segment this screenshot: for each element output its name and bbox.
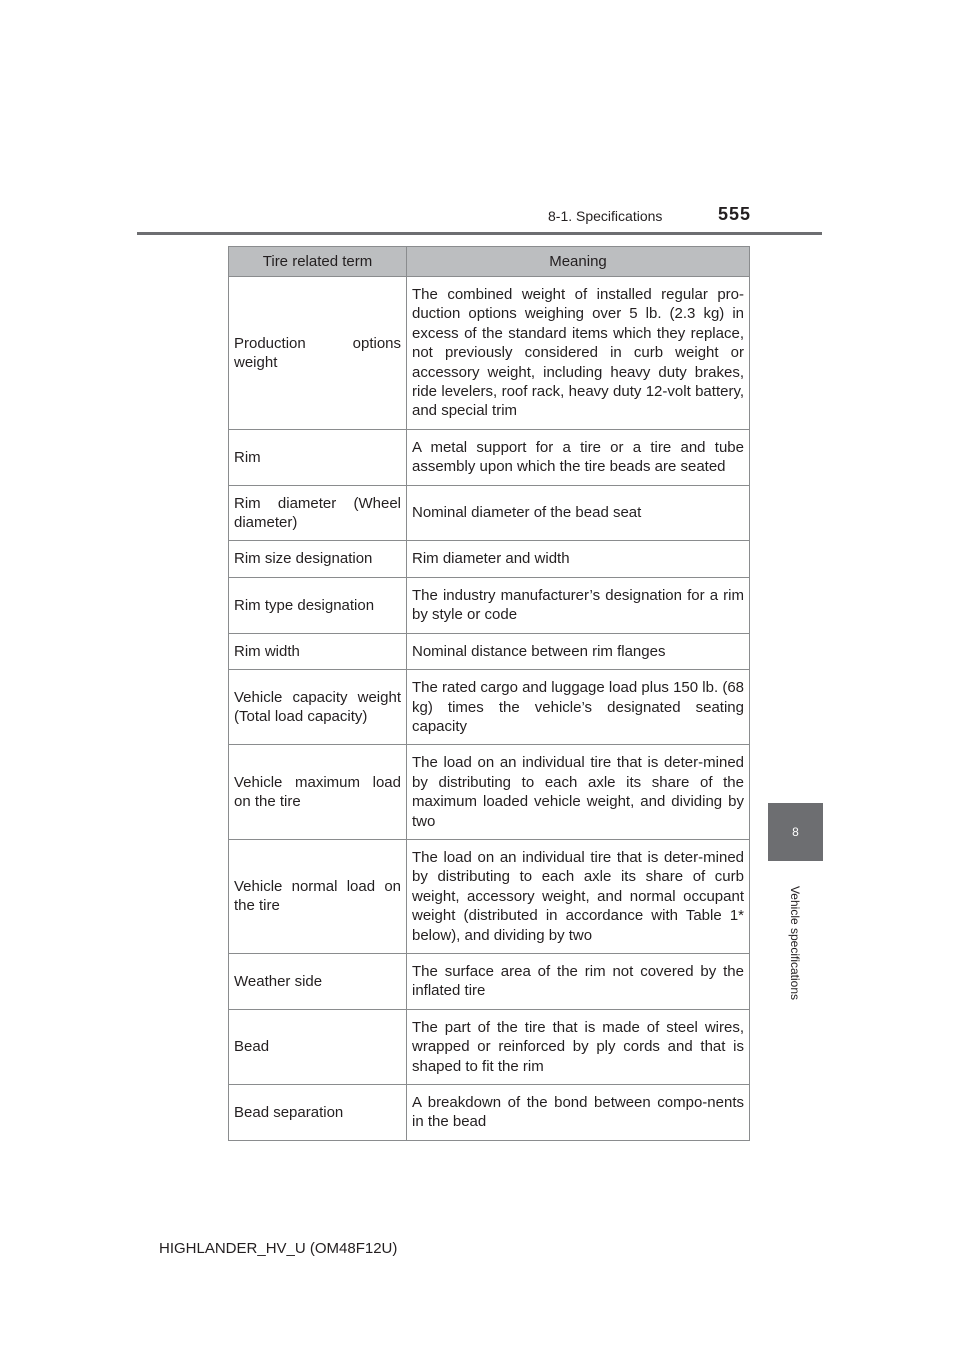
meaning-cell: The rated cargo and luggage load plus 150 lb. (68 kg) times the vehicle’s designated seating capacity bbox=[407, 670, 750, 745]
table-row bbox=[229, 745, 750, 840]
meaning-cell: Nominal distance between rim flanges bbox=[407, 633, 750, 669]
term-cell: Bead separation bbox=[229, 1085, 407, 1141]
table-row bbox=[229, 839, 750, 953]
meaning-cell: The combined weight of installed regular pro-duction options weighing over 5 lb. (2.3 kg) in excess of the standard items which they replace, not previously considered in curb weight or accessory weight, including heavy duty brakes, ride levelers, roof rack, heavy duty 12-volt battery, and special trim bbox=[407, 277, 750, 430]
table-header-row bbox=[229, 247, 750, 277]
page-number: 555 bbox=[718, 204, 752, 224]
term-cell: Vehicle normal load on the tire bbox=[229, 839, 407, 953]
meaning-cell: The load on an individual tire that is deter-mined by distributing to each axle its share of curb weight, accessory weight, and normal occupant weight (distributed in accordance with Table 1* below), and dividing by two bbox=[407, 839, 750, 953]
term-cell: Weather side bbox=[229, 953, 407, 1009]
chapter-title-vertical bbox=[782, 868, 808, 1018]
chapter-tab[interactable] bbox=[768, 803, 823, 861]
term-cell: Rim diameter (Wheel diameter) bbox=[229, 485, 407, 541]
table-row bbox=[229, 277, 750, 430]
chapter-number: 8 bbox=[792, 825, 799, 839]
table-row bbox=[229, 670, 750, 745]
term-cell: Rim width bbox=[229, 633, 407, 669]
chapter-title: Vehicle specifications bbox=[788, 885, 803, 1001]
table-row bbox=[229, 429, 750, 485]
term-cell: Vehicle maximum load on the tire bbox=[229, 745, 407, 840]
meaning-cell: Rim diameter and width bbox=[407, 541, 750, 577]
table-row bbox=[229, 541, 750, 577]
meaning-cell: The load on an individual tire that is deter-mined by distributing to each axle its share of the maximum loaded vehicle weight, and dividing by two bbox=[407, 745, 750, 840]
term-cell: Rim type designation bbox=[229, 577, 407, 633]
meaning-cell: The part of the tire that is made of steel wires, wrapped or reinforced by ply cords and that is shaped to fit the rim bbox=[407, 1009, 750, 1084]
table-row bbox=[229, 953, 750, 1009]
term-cell: Bead bbox=[229, 1009, 407, 1084]
header-divider bbox=[137, 232, 822, 235]
table-row bbox=[229, 577, 750, 633]
meaning-cell: A metal support for a tire or a tire and tube assembly upon which the tire beads are seated bbox=[407, 429, 750, 485]
section-title: 8-1. Specifications bbox=[548, 208, 663, 224]
table-row bbox=[229, 1085, 750, 1141]
term-cell: Rim size designation bbox=[229, 541, 407, 577]
term-cell: Rim bbox=[229, 429, 407, 485]
table-row bbox=[229, 485, 750, 541]
table-row bbox=[229, 1009, 750, 1084]
meaning-cell: Nominal diameter of the bead seat bbox=[407, 485, 750, 541]
term-cell: Production options weight bbox=[229, 277, 407, 430]
term-cell: Vehicle capacity weight (Total load capacity) bbox=[229, 670, 407, 745]
tire-terms-table bbox=[228, 246, 750, 1141]
column-header-meaning: Meaning bbox=[407, 247, 750, 277]
meaning-cell: The surface area of the rim not covered by the inflated tire bbox=[407, 953, 750, 1009]
table-row bbox=[229, 633, 750, 669]
meaning-cell: The industry manufacturer’s designation for a rim by style or code bbox=[407, 577, 750, 633]
column-header-term: Tire related term bbox=[229, 247, 407, 277]
model-code-footer: HIGHLANDER_HV_U (OM48F12U) bbox=[159, 1240, 398, 1257]
meaning-cell: A breakdown of the bond between compo-nents in the bead bbox=[407, 1085, 750, 1141]
